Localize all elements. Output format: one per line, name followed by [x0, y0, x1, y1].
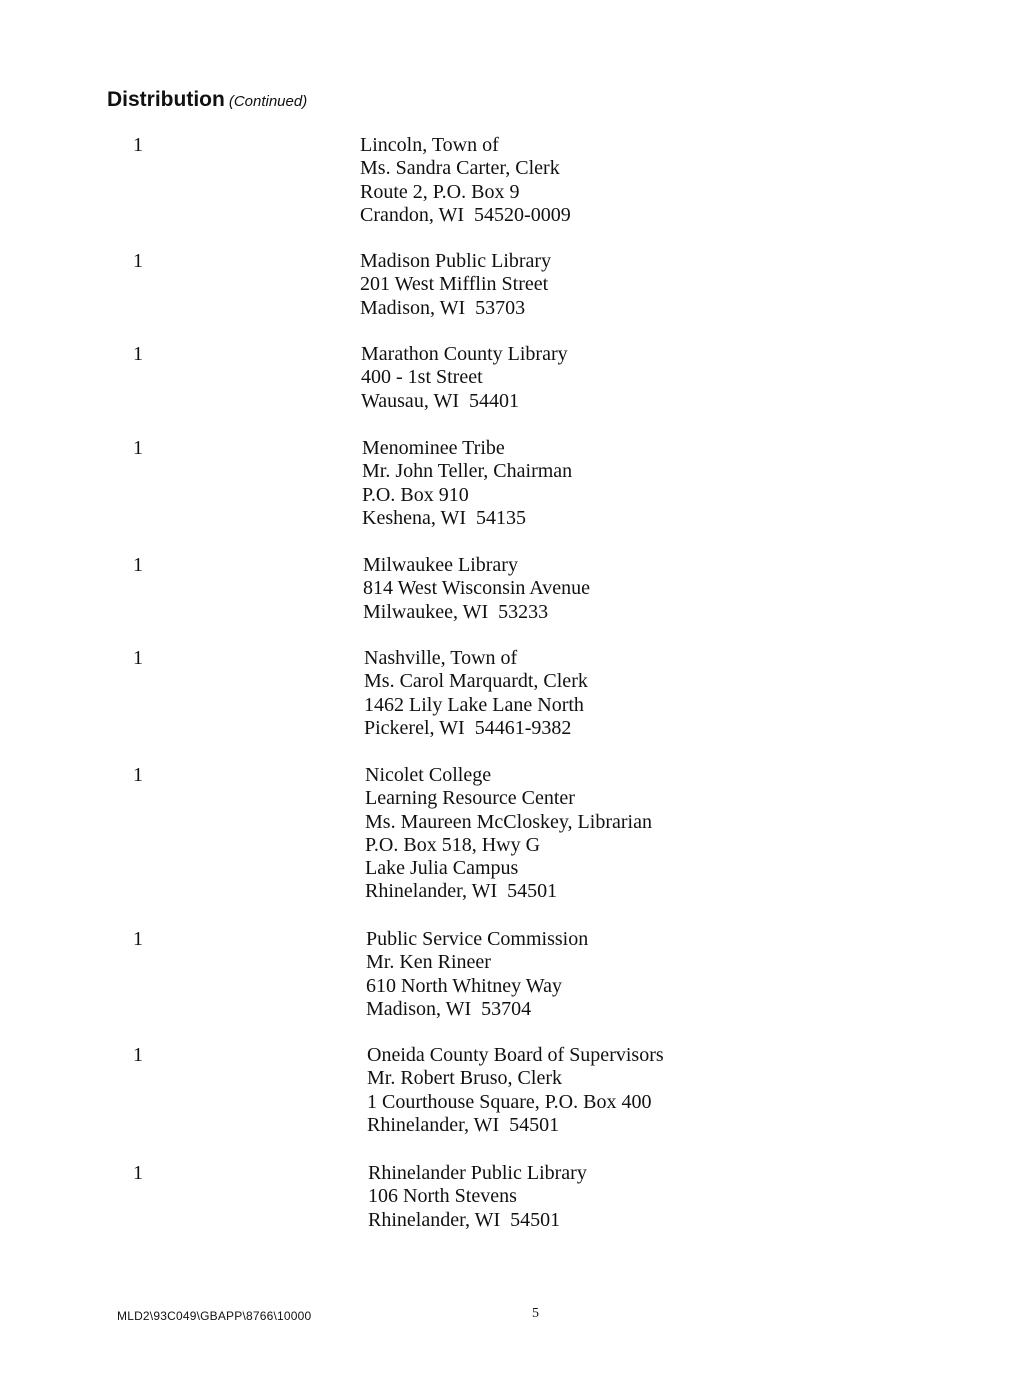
address-line: Oneida County Board of Supervisors — [367, 1044, 664, 1066]
address-line: 201 West Mifflin Street — [360, 273, 549, 296]
address-line: Milwaukee, WI 53233 — [363, 600, 549, 623]
address-line: Ms. Carol Marquardt, Clerk — [364, 670, 588, 693]
copy-quantity: 1 — [133, 928, 143, 950]
address-line: 610 North Whitney Way — [366, 974, 562, 997]
recipient-address — [360, 134, 571, 227]
address-line: Rhinelander, WI 54501 — [368, 1208, 561, 1231]
footer-file-path: MLD2\93C049\GBAPP\8766\10000 — [117, 1309, 312, 1323]
address-line: P.O. Box 518, Hwy G — [365, 833, 541, 856]
address-line: Route 2, P.O. Box 9 — [360, 180, 520, 203]
address-line: P.O. Box 910 — [362, 483, 469, 506]
address-line: Ms. Sandra Carter, Clerk — [360, 157, 560, 180]
recipient-address — [361, 343, 568, 413]
address-line: Mr. Robert Bruso, Clerk — [367, 1067, 562, 1090]
address-line: Public Service Commission — [366, 928, 589, 950]
copy-quantity: 1 — [133, 647, 143, 669]
recipient-address — [366, 928, 588, 1021]
recipient-address — [362, 437, 572, 530]
recipient-address — [360, 250, 551, 320]
address-line: 814 West Wisconsin Avenue — [363, 577, 591, 600]
address-line: 1462 Lily Lake Lane North — [364, 693, 584, 716]
address-line: 400 - 1st Street — [361, 366, 483, 389]
address-line: Learning Resource Center — [365, 787, 575, 810]
address-line: Menominee Tribe — [362, 437, 505, 459]
address-line: Rhinelander, WI 54501 — [365, 880, 558, 903]
copy-quantity: 1 — [133, 1044, 143, 1066]
recipient-address — [364, 647, 588, 740]
address-line: Nicolet College — [365, 764, 492, 786]
address-line: Crandon, WI 54520-0009 — [360, 203, 571, 226]
address-line: Madison, WI 53704 — [366, 997, 532, 1020]
address-line: Milwaukee Library — [363, 554, 518, 576]
copy-quantity: 1 — [133, 554, 143, 576]
address-line: Rhinelander, WI 54501 — [367, 1113, 560, 1136]
address-line: Ms. Maureen McCloskey, Librarian — [365, 810, 652, 833]
recipient-address — [365, 764, 652, 904]
address-line: 1 Courthouse Square, P.O. Box 400 — [367, 1090, 652, 1113]
address-line: Wausau, WI 54401 — [361, 389, 519, 412]
section-heading — [107, 88, 307, 112]
address-line: Lake Julia Campus — [365, 857, 519, 880]
address-line: Mr. John Teller, Chairman — [362, 460, 573, 483]
address-line: Pickerel, WI 54461-9382 — [364, 716, 572, 739]
copy-quantity: 1 — [133, 437, 143, 459]
footer-page-number: 5 — [532, 1306, 539, 1321]
address-line: Mr. Ken Rineer — [366, 951, 491, 974]
copy-quantity: 1 — [133, 343, 143, 365]
heading-title: Distribution — [107, 88, 225, 111]
address-line: Rhinelander Public Library — [368, 1162, 587, 1184]
address-line: Nashville, Town of — [364, 647, 518, 669]
recipient-address — [368, 1162, 587, 1232]
address-line: 106 North Stevens — [368, 1185, 517, 1208]
address-line: Keshena, WI 54135 — [362, 506, 527, 529]
address-line: Lincoln, Town of — [360, 134, 499, 156]
copy-quantity: 1 — [133, 1162, 143, 1184]
address-line: Marathon County Library — [361, 343, 568, 365]
address-line: Madison, WI 53703 — [360, 296, 526, 319]
address-line: Madison Public Library — [360, 250, 552, 272]
copy-quantity: 1 — [133, 250, 143, 272]
recipient-address — [367, 1044, 664, 1137]
copy-quantity: 1 — [133, 134, 143, 156]
recipient-address — [363, 554, 590, 624]
copy-quantity: 1 — [133, 764, 143, 786]
heading-subtitle: (Continued) — [228, 93, 308, 110]
